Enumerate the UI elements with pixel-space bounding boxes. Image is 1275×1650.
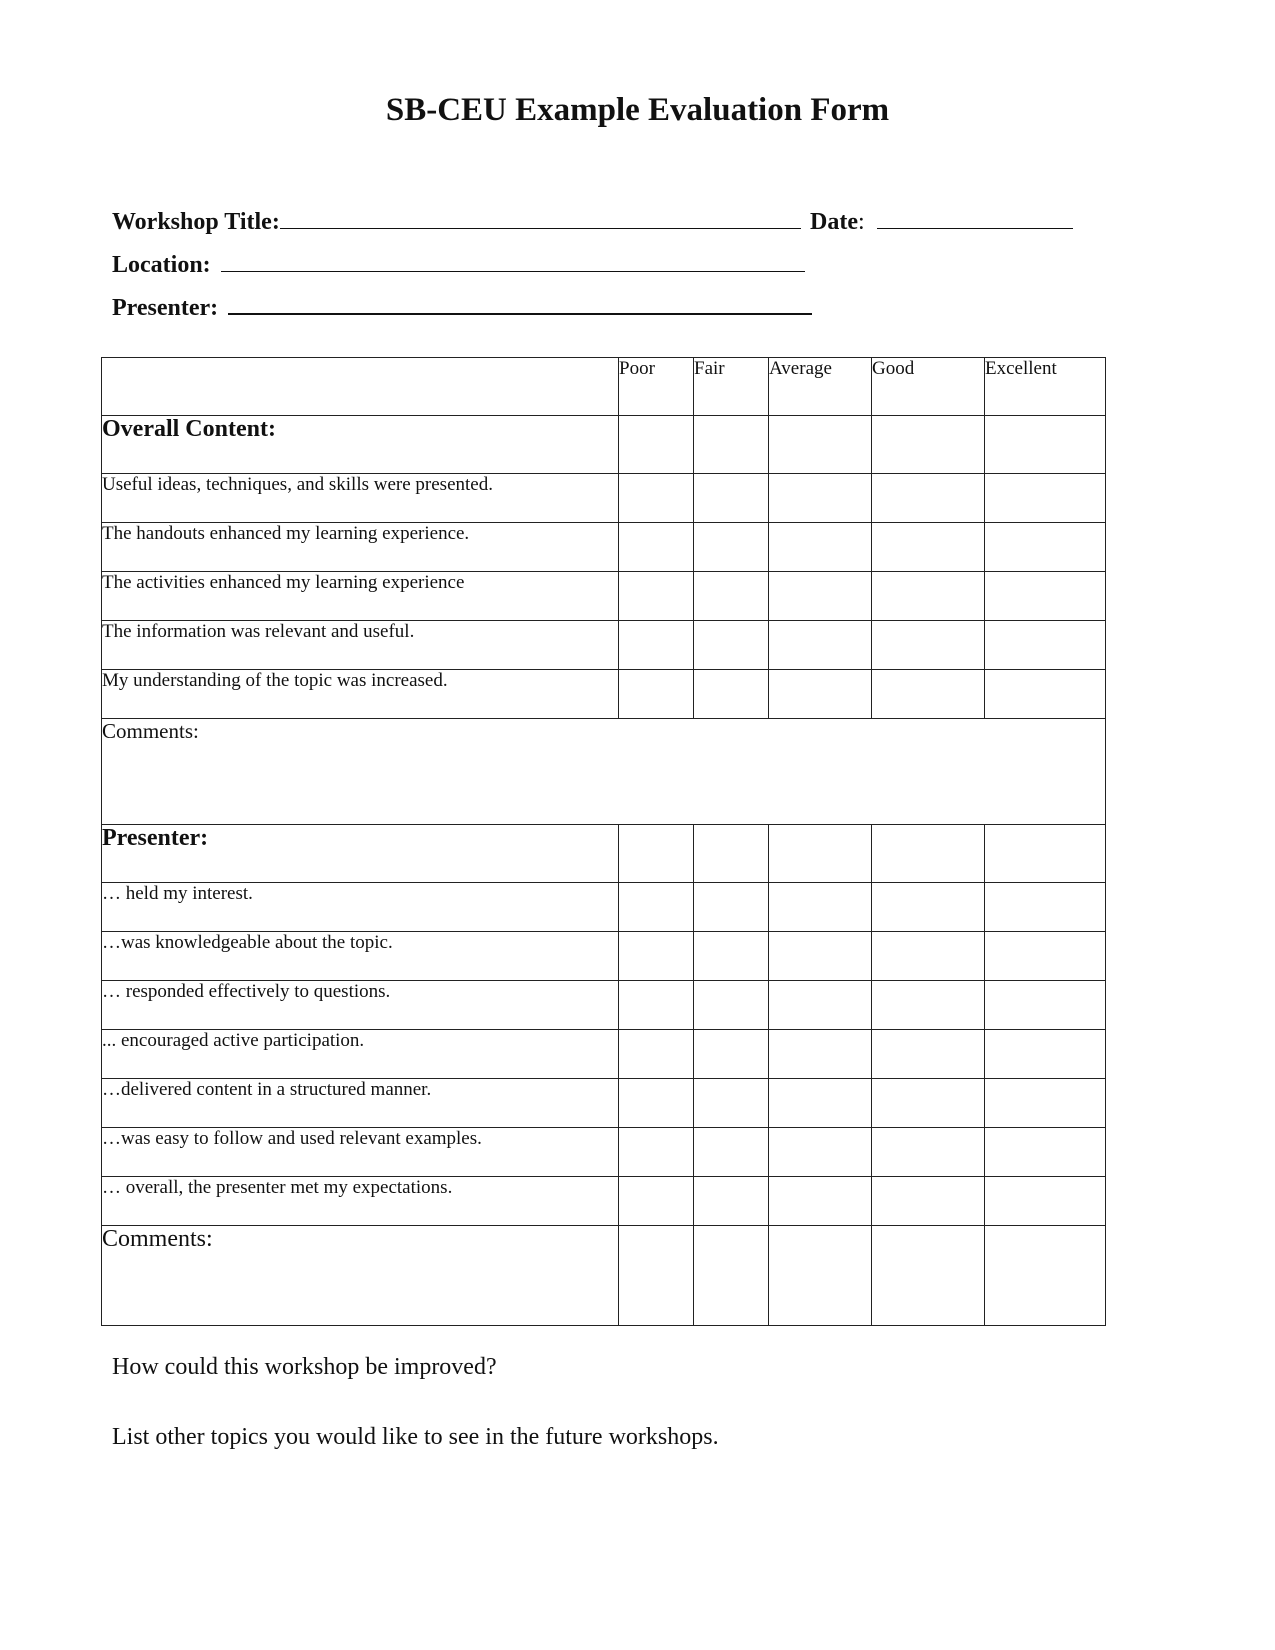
rating-cell[interactable] (769, 1177, 872, 1226)
rating-cell[interactable] (619, 883, 694, 932)
table-row (102, 572, 1106, 621)
rating-cell[interactable] (985, 1177, 1106, 1226)
rating-cell[interactable] (694, 1079, 769, 1128)
rating-cell[interactable] (872, 825, 985, 883)
rating-cell[interactable] (872, 1079, 985, 1128)
rating-cell[interactable] (694, 621, 769, 670)
rating-cell[interactable] (985, 416, 1106, 474)
rating-cell[interactable] (619, 981, 694, 1030)
column-header-excellent: Excellent (985, 358, 1106, 416)
table-row (102, 474, 1106, 523)
header-row (102, 358, 1106, 416)
rating-cell[interactable] (769, 572, 872, 621)
table-row (102, 621, 1106, 670)
rating-cell[interactable] (985, 670, 1106, 719)
comments-label-overall-content[interactable]: Comments: (102, 719, 1106, 825)
date-colon: : (857, 209, 865, 235)
workshop-title-label: Workshop Title: (112, 209, 280, 235)
rating-cell[interactable] (769, 981, 872, 1030)
rating-cell[interactable] (619, 523, 694, 572)
rating-cell[interactable] (769, 416, 872, 474)
rating-cell[interactable] (619, 416, 694, 474)
rating-cell[interactable] (872, 572, 985, 621)
rating-cell[interactable] (619, 825, 694, 883)
table-row (102, 883, 1106, 932)
section-heading-presenter: Presenter: (102, 825, 619, 883)
item-label: …was knowledgeable about the topic. (102, 932, 619, 981)
table-row (102, 523, 1106, 572)
column-header-average: Average (769, 358, 872, 416)
rating-cell[interactable] (619, 932, 694, 981)
table-row (102, 1177, 1106, 1226)
workshop-title-input-line[interactable] (280, 210, 801, 229)
item-label: The handouts enhanced my learning experience. (102, 523, 619, 572)
rating-cell[interactable] (769, 670, 872, 719)
presenter-field (112, 295, 812, 322)
rating-cell[interactable] (694, 572, 769, 621)
rating-cell[interactable] (872, 932, 985, 981)
item-label: …was easy to follow and used relevant examples. (102, 1128, 619, 1177)
rating-cell[interactable] (985, 1030, 1106, 1079)
presenter-label: Presenter: (112, 295, 219, 321)
rating-cell[interactable] (769, 1226, 872, 1326)
column-header-fair: Fair (694, 358, 769, 416)
rating-cell[interactable] (694, 883, 769, 932)
rating-cell[interactable] (694, 1177, 769, 1226)
section-row-presenter (102, 825, 1106, 883)
rating-cell[interactable] (619, 1226, 694, 1326)
section-heading-overall-content: Overall Content: (102, 416, 619, 474)
workshop-title-field (112, 209, 801, 236)
rating-cell[interactable] (769, 1079, 872, 1128)
rating-cell[interactable] (872, 416, 985, 474)
rating-cell[interactable] (694, 1030, 769, 1079)
rating-cell[interactable] (985, 621, 1106, 670)
rating-cell[interactable] (769, 883, 872, 932)
date-label: Date (810, 209, 858, 235)
rating-cell[interactable] (769, 932, 872, 981)
rating-cell[interactable] (872, 1177, 985, 1226)
rating-cell[interactable] (769, 1128, 872, 1177)
rating-cell[interactable] (872, 523, 985, 572)
open-question-improvement: How could this workshop be improved? (112, 1354, 497, 1380)
open-question-future-topics: List other topics you would like to see in the future workshops. (112, 1424, 719, 1450)
rating-cell[interactable] (872, 981, 985, 1030)
comments-label-presenter[interactable]: Comments: (102, 1226, 619, 1326)
location-label: Location: (112, 252, 211, 278)
table-row (102, 670, 1106, 719)
rating-cell[interactable] (694, 1128, 769, 1177)
column-header-good: Good (872, 358, 985, 416)
rating-cell[interactable] (619, 572, 694, 621)
page-title: SB-CEU Example Evaluation Form (385, 92, 890, 128)
presenter-input-line[interactable] (228, 295, 812, 315)
rating-cell[interactable] (985, 1079, 1106, 1128)
rating-cell[interactable] (694, 981, 769, 1030)
rating-cell[interactable] (694, 932, 769, 981)
item-label: … responded effectively to questions. (102, 981, 619, 1030)
rating-cell[interactable] (769, 474, 872, 523)
table-row (102, 1030, 1106, 1079)
rating-cell[interactable] (619, 1030, 694, 1079)
rating-cell[interactable] (769, 1030, 872, 1079)
table-row (102, 932, 1106, 981)
rating-cell[interactable] (694, 1226, 769, 1326)
rating-cell[interactable] (985, 932, 1106, 981)
rating-cell[interactable] (694, 474, 769, 523)
rating-cell[interactable] (769, 523, 872, 572)
item-label: My understanding of the topic was increased. (102, 670, 619, 719)
rating-cell[interactable] (694, 670, 769, 719)
rating-cell[interactable] (872, 474, 985, 523)
item-label: The activities enhanced my learning experience (102, 572, 619, 621)
rating-cell[interactable] (985, 825, 1106, 883)
comments-row-overall-content (102, 719, 1106, 825)
rating-cell[interactable] (619, 1177, 694, 1226)
item-label: … held my interest. (102, 883, 619, 932)
rating-cell[interactable] (872, 883, 985, 932)
column-header-poor: Poor (619, 358, 694, 416)
rating-cell[interactable] (985, 572, 1106, 621)
item-label: The information was relevant and useful. (102, 621, 619, 670)
rating-cell[interactable] (985, 1226, 1106, 1326)
item-label: …delivered content in a structured manner. (102, 1079, 619, 1128)
rating-cell[interactable] (769, 621, 872, 670)
table-row (102, 1128, 1106, 1177)
rating-cell[interactable] (872, 1226, 985, 1326)
rating-cell[interactable] (619, 670, 694, 719)
rating-cell[interactable] (619, 1079, 694, 1128)
table-row (102, 981, 1106, 1030)
rating-cell[interactable] (872, 670, 985, 719)
location-input-line[interactable] (221, 253, 805, 272)
rating-cell[interactable] (694, 523, 769, 572)
rating-cell[interactable] (769, 825, 872, 883)
rating-cell[interactable] (985, 981, 1106, 1030)
rating-cell[interactable] (694, 825, 769, 883)
item-label: ... encouraged active participation. (102, 1030, 619, 1079)
evaluation-table (101, 357, 1106, 1326)
rating-cell[interactable] (872, 1128, 985, 1177)
rating-cell[interactable] (619, 1128, 694, 1177)
date-input-line[interactable] (877, 210, 1073, 229)
rating-cell[interactable] (694, 416, 769, 474)
rating-cell[interactable] (985, 1128, 1106, 1177)
rating-cell[interactable] (619, 621, 694, 670)
header-blank-cell (102, 358, 619, 416)
item-label: Useful ideas, techniques, and skills were presented. (102, 474, 619, 523)
section-row-overall-content (102, 416, 1106, 474)
rating-cell[interactable] (985, 883, 1106, 932)
rating-cell[interactable] (985, 523, 1106, 572)
comments-row-presenter (102, 1226, 1106, 1326)
table-row (102, 1079, 1106, 1128)
rating-cell[interactable] (619, 474, 694, 523)
date-field (810, 209, 1073, 236)
rating-cell[interactable] (985, 474, 1106, 523)
location-field (112, 252, 805, 279)
rating-cell[interactable] (872, 621, 985, 670)
item-label: … overall, the presenter met my expectations. (102, 1177, 619, 1226)
rating-cell[interactable] (872, 1030, 985, 1079)
